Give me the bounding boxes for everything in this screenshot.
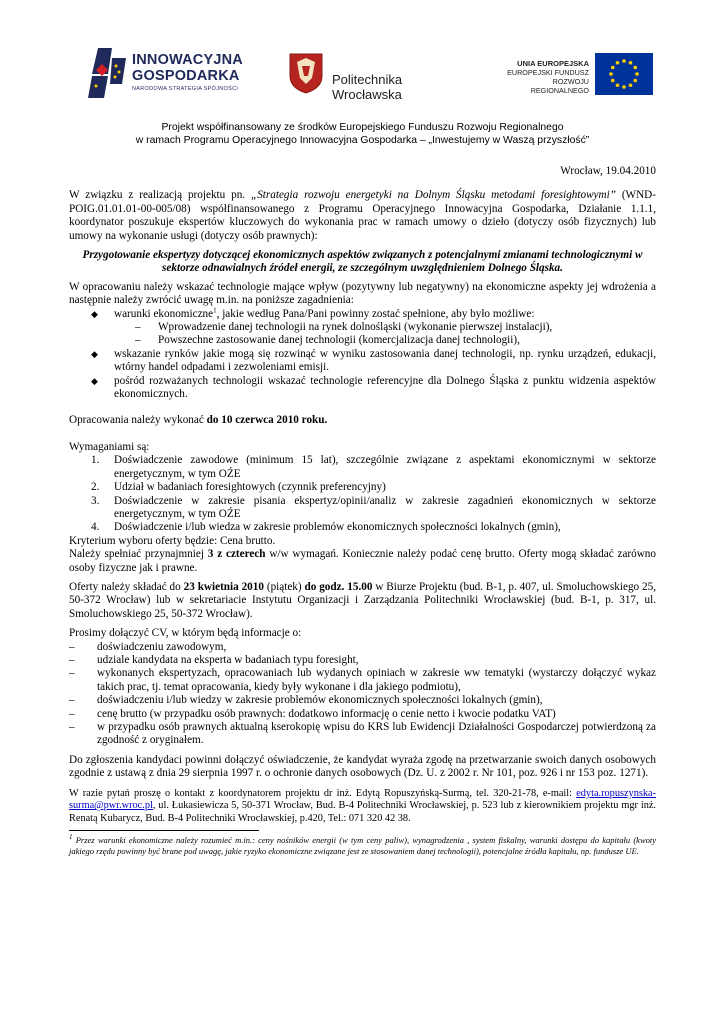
list-item: [69, 334, 656, 347]
bullet-icon: ◆: [91, 375, 98, 386]
cv-item-text: udziale kandydata na eksperta w badaniach typu foresight,: [97, 654, 359, 666]
contact-text-1: W razie pytań proszę o kontakt z koordynatorem projektu dr inż. Edytą Ropuszyńską-Surmą, tel. 320-21-78, e-mail:: [69, 787, 577, 799]
list-number: 3.: [91, 494, 100, 507]
footnote-text: Przez warunki ekonomiczne należy rozumieć m.in.: ceny nośników energii (w tym ceny paliw), wynagrodzenia , system fiskalny, warunki dostępu do kapitału (kwoty jakiego rzędu powinny być brane pod uwagę, jakie ryzyko ekonomiczne związane jest ze stosowaniem danej technologii), potencjalne źródła kapitału, np. fundusze UE.: [69, 835, 656, 857]
requirements-title: Wymaganiami są:: [69, 440, 150, 453]
list-item: [69, 305, 656, 321]
submission-text-3: w Biurze Projektu (bud. B-1, p. 407, ul. Smoluchowskiego 25, 50-372 Wrocław) lub w sekretariacie Instytutu Organizacji i Zarządzania Politechniki Wrocławskiej (bud. B-1, p. 317, ul. Smoluchowskiego 25, 50-372 Wrocław).: [69, 580, 656, 620]
eu-flag-icon: [595, 53, 653, 95]
submission-time: do godz. 15.00: [304, 580, 373, 593]
eu-star-icon: [633, 79, 637, 83]
scope-item-1-rest: , jakie według Pana/Pani powinny zostać spełnione, aby było możliwe:: [216, 307, 535, 320]
cv-item-text: doświadczeniu i/lub wiedzy w zakresie problemów ekonomicznych społeczności lokalnych (gmin),: [97, 694, 543, 707]
list-item: [69, 641, 656, 654]
dash-icon: –: [135, 321, 141, 334]
dash-icon: –: [69, 694, 75, 707]
document-date: Wrocław, 19.04.2010: [560, 165, 656, 177]
deadline-paragraph: [69, 414, 656, 427]
min-requirements: [69, 548, 656, 575]
deadline-date: do 10 czerwca 2010 roku.: [206, 413, 328, 426]
ig-logo-icon: [88, 44, 128, 100]
document-body: [69, 165, 656, 857]
footnote: [69, 835, 656, 856]
list-item: [69, 521, 656, 534]
list-number: 2.: [91, 481, 100, 494]
eu-star-icon: [633, 66, 637, 70]
criterion: Kryterium wyboru oferty będzie: Cena brutto.: [69, 534, 276, 547]
list-item: [69, 495, 656, 522]
eu-star-icon: [611, 66, 615, 70]
requirement-text: Udział w badaniach foresightowych (czynnik preferencyjny): [114, 481, 386, 494]
project-header: [80, 121, 645, 147]
scope-sub-2: Powszechne zastosowanie danej technologii (komercjalizacja danej technologii),: [158, 334, 520, 347]
submission-text-2: (piątek): [263, 580, 305, 593]
cv-item-text: cenę brutto (w przypadku osób prawnych: dodatkowo informację o cenie netto i kwocie podatku VAT): [97, 707, 556, 720]
scope-item-3: pośród rozważanych technologii wskazać technologie referencyjne dla Dolnego Śląska z punktu widzenia aspektów ekonomicznych.: [114, 374, 656, 401]
eu-star-icon: [629, 61, 633, 65]
ig-logo-line2: GOSPODARKA: [132, 68, 240, 84]
bullet-icon: ◆: [91, 348, 98, 359]
politechnika-wroclawska-logo: [288, 52, 468, 102]
pw-logo-name: Politechnika Wrocławska: [332, 72, 403, 102]
cv-item-text: w przypadku osób prawnych aktualną kserokopię wpisu do KRS lub Ewidencji Działalności Gospodarczej potwierdzoną za zgodność z oryginałem.: [97, 721, 656, 747]
list-item: [69, 694, 656, 707]
eu-star-icon: [629, 83, 633, 87]
list-item: [69, 721, 656, 748]
project-title: „Strategia rozwoju energetyki na Dolnym Śląsku metodami foresightowymi”: [250, 189, 616, 202]
submission-paragraph: [69, 581, 656, 621]
footnote-ref: 1: [213, 305, 217, 314]
requirement-text: Doświadczenie zawodowe (minimum 15 lat), szczególnie związane z aspektami ekonomicznymi w sektorze energetycznym, w tym OŹE: [114, 454, 656, 480]
scope-intro: W opracowaniu należy wskazać technologie mające wpływ (pozytywny lub negatywny) na ekonomiczne aspekty jej wdrożenia a następnie należy zwrócić uwagę m.in. na poniższe zagadnienia:: [69, 280, 656, 307]
project-header-line1: Projekt współfinansowany ze środków Europejskiego Funduszu Rozwoju Regionalnego: [161, 122, 564, 133]
dash-icon: –: [69, 654, 75, 666]
min-req-count: 3 z czterech: [207, 548, 266, 561]
pw-crest-icon: [288, 52, 324, 94]
intro-paragraph: [69, 189, 656, 243]
eu-logo-line2: EUROPEJSKI FUNDUSZ: [507, 68, 589, 77]
list-item: [69, 321, 656, 334]
subject-heading: Przygotowanie ekspertyzy dotyczącej ekonomicznych aspektów związanych z potencjalnymi zmianami technologicznymi w sektorze odnawialnych źródeł energii, ze szczególnym uwzględnieniem Dolnego Śląska.: [82, 249, 643, 275]
list-item: [69, 348, 656, 375]
project-header-line2: w ramach Programu Operacyjnego Innowacyjna Gospodarka – „Inwestujemy w Waszą przyszłość”: [135, 135, 590, 147]
submission-date: 23 kwietnia 2010: [183, 580, 264, 593]
cv-list: [69, 641, 656, 748]
ig-logo-line3: NARODOWA STRATEGIA SPÓJNOŚCI: [132, 86, 239, 92]
email-link[interactable]: edyta.ropuszynska-surma@pwr.wroc.pl: [69, 787, 656, 812]
list-item: [69, 654, 656, 667]
dash-icon: –: [135, 334, 141, 347]
scope-item-1: warunki ekonomiczne: [114, 307, 214, 320]
consent-paragraph: Do zgłoszenia kandydaci powinni dołączyć oświadczenie, że kandydat wyraża zgodę na przetwarzanie swoich danych osobowych zgodnie z ustawą z dnia 29 sierpnia 1997 r. o ochronie danych osobowych (Dz. U. z 2002 r. Nr 101, poz. 926 i nr 153 poz. 1271).: [69, 753, 656, 780]
ig-logo-line1: INNOWACYJNA: [132, 52, 243, 68]
eu-logo-text: [493, 59, 589, 95]
cv-intro: Prosimy dołączyć CV, w którym będą informacje o:: [69, 627, 302, 640]
scope-item-2: wskazanie rynków jakie mogą się rozwinąć w wyniku zastosowania danej technologii, np. rynku urządzeń, edukacji, wtórny handel odpadami i zezwoleniami emisji.: [114, 347, 656, 374]
min-req-text-1: Należy spełniać przynajmniej: [69, 548, 208, 561]
requirement-text: Doświadczenie w zakresie pisania ekspertyz/opinii/analiz w zakresie zagadnień ekonomicznych w sektorze energetycznym, w tym OŹE: [114, 494, 656, 520]
innowacyjna-gospodarka-logo: [88, 44, 248, 100]
eu-star-icon: [622, 59, 626, 63]
contact-text-2: , ul. Łukasiewicza 5, 50-371 Wrocław, Bud. B-4 Politechniki Wrocławskiej, p. 523 lub z kierownikiem projektu mgr inż. Renatą Kubarycz, Bud. B-4 Politechniki Wrocławskiej, p.420, Tel.: 071 320 42 38.: [69, 800, 656, 824]
list-item: [69, 481, 656, 494]
eu-erdf-logo: [493, 51, 653, 96]
eu-star-icon: [609, 72, 613, 76]
list-item: [69, 454, 656, 481]
bullet-icon: ◆: [91, 308, 98, 319]
cv-item-text: doświadczeniu zawodowym,: [97, 640, 227, 653]
submission-text-1: Oferty należy składać do: [69, 580, 184, 593]
min-req-text-2: w/w wymagań. Koniecznie należy podać cenę brutto. Oferty mogą składać zarówno osoby fizyczne jak i prawne.: [69, 548, 656, 574]
dash-icon: –: [69, 667, 75, 680]
scope-list-cont: [69, 348, 656, 402]
list-number: 4.: [91, 521, 100, 534]
requirements-list: [69, 454, 656, 534]
dash-icon: –: [69, 707, 75, 720]
intro-text-2: (WND-POIG.01.01.01-00-005/08) współfinansowanego z Programu Operacyjnego Innowacyjna Gospodarka, Działanie 1.1.1, koordynator poszukuje ekspertów kluczowych do wykonania prac w ramach umowy o dzieło (dotyczy osób fizycznych) lub umowy na wykonanie usługi (dotyczy osób prawnych):: [69, 189, 656, 242]
intro-text-1: W związku z realizacją projektu pn.: [69, 189, 251, 202]
eu-star-icon: [611, 79, 615, 83]
dash-icon: –: [69, 721, 75, 734]
scope-list: [69, 305, 656, 321]
list-number: 1.: [91, 454, 100, 467]
list-item: [69, 708, 656, 721]
contact-paragraph: [69, 788, 656, 826]
cv-item-text: wykonanych ekspertyzach, opracowaniach lub wydanych opiniach w zakresie ww tematyki (wystarczy dołączyć wykaz takich prac, tj. temat opracowania, kiedy były wykonane i dla jakiego podmiotu),: [97, 667, 656, 693]
list-item: [69, 667, 656, 694]
eu-star-icon: [622, 85, 626, 89]
list-item: [69, 375, 656, 402]
footnote-number: 1: [69, 833, 73, 842]
eu-logo-line1: UNIA EUROPEJSKA: [517, 59, 589, 68]
eu-star-icon: [635, 72, 639, 76]
eu-star-icon: [616, 83, 620, 87]
eu-star-icon: [616, 61, 620, 65]
dash-icon: –: [69, 640, 75, 653]
scope-sublist: [69, 321, 656, 348]
footnote-divider: [69, 830, 259, 831]
eu-logo-line3: ROZWOJU REGIONALNEGO: [530, 77, 589, 95]
requirement-text: Doświadczenie i/lub wiedza w zakresie problemów ekonomicznych społeczności lokalnych (gmin),: [114, 521, 561, 534]
scope-sub-1: Wprowadzenie danej technologii na rynek dolnośląski (wykonanie pierwszej instalacji),: [158, 321, 553, 334]
deadline-text: Opracowania należy wykonać: [69, 413, 207, 426]
